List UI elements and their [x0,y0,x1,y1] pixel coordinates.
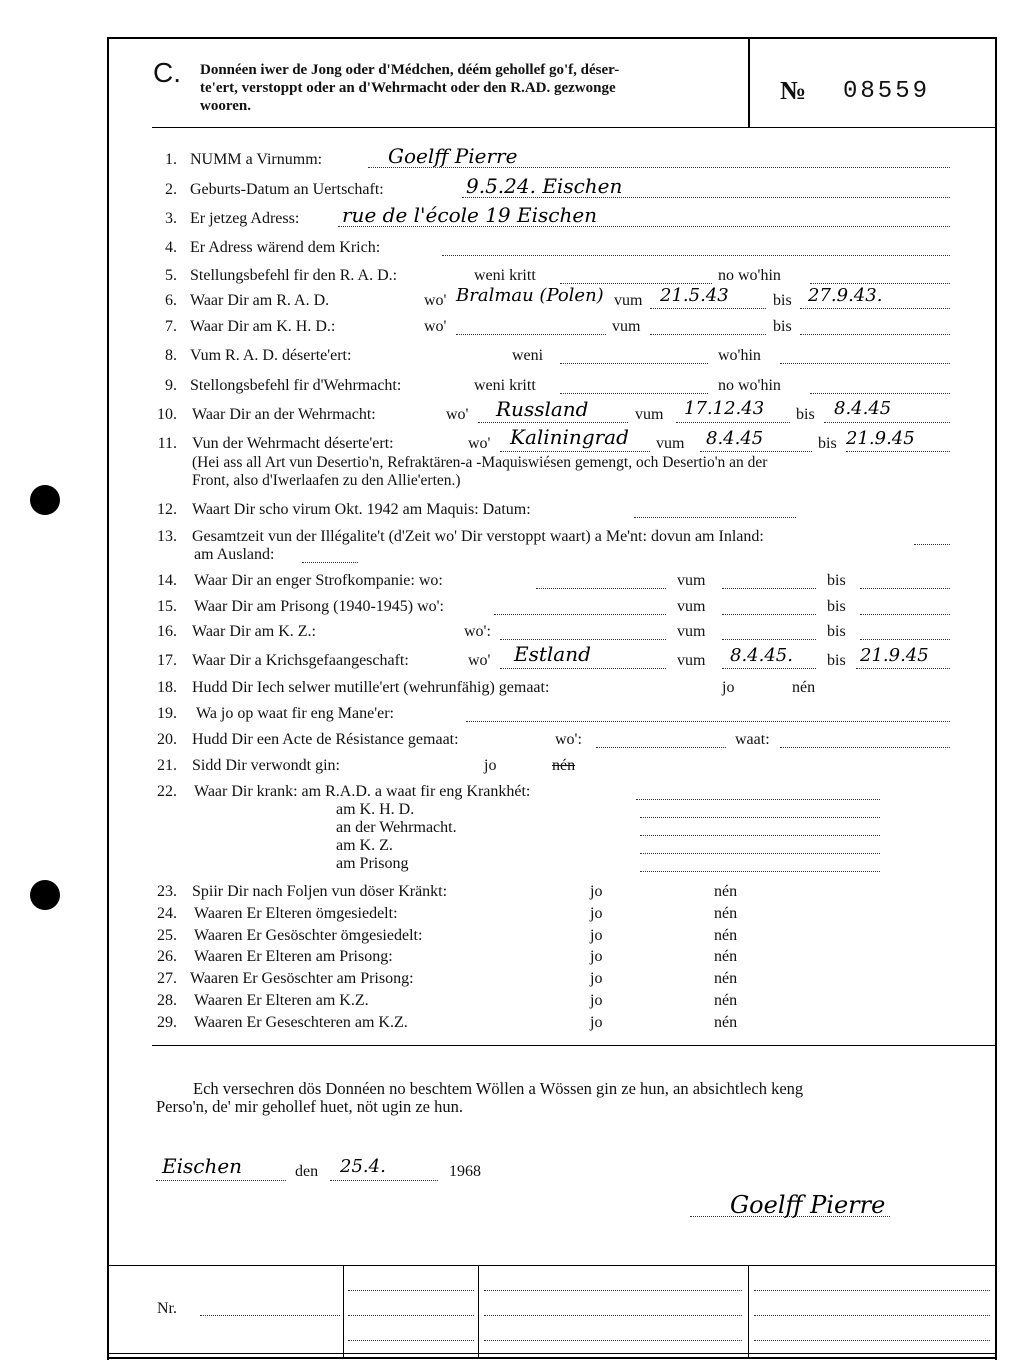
value-name: Goelff Pierre [388,144,518,168]
item-number: 17. [157,652,177,669]
item-number: 6. [165,292,177,309]
label-vum: vum [677,572,706,589]
label-where: no wo'hin [718,267,781,284]
item-number: 2. [165,181,177,198]
item-number: 23. [157,883,177,900]
value-captivity-where: Estland [514,642,591,666]
label-bis: bis [827,572,846,589]
footer-field[interactable] [348,1315,474,1316]
label-illness-khd: am K. H. D. [336,801,415,818]
footer-field[interactable] [754,1290,990,1291]
value-birth: 9.5.24. Eischen [466,174,623,198]
field-khd-from[interactable] [650,334,766,335]
frame-right [995,37,997,1360]
label-parents-resettled: Waaren Er Elteren ömgesiedelt: [194,905,398,922]
value-desertion-from: 8.4.45 [706,428,764,449]
label-nr: Nr. [157,1300,177,1317]
label-bis: bis [827,598,846,615]
field-where[interactable] [500,639,666,640]
label-siblings-kz: Waaren Er Geseschteren am K.Z. [194,1014,408,1031]
label-wehrmacht-order: Stellongsbefehl fir d'Wehrmacht: [190,377,402,394]
label-year: 1968 [449,1163,481,1180]
label-den: den [295,1163,319,1180]
label-parents-prison: Waaren Er Elteren am Prisong: [194,948,393,965]
option-no[interactable]: nén [714,927,738,944]
label-khd: Waar Dir am K. H. D.: [190,318,336,335]
field-khd-to[interactable] [800,334,950,335]
item-number: 27. [157,970,177,987]
item-number: 21. [157,757,177,774]
option-yes[interactable]: jo [590,927,603,944]
field-illness-prison[interactable] [640,871,880,872]
label-rad: Waar Dir am R. A. D. [190,292,330,309]
label-when: weni [512,347,544,364]
item-number: 14. [157,572,177,589]
option-no[interactable]: nén [714,883,738,900]
option-yes[interactable]: jo [590,992,603,1009]
label-bis: bis [773,292,792,309]
footer-field[interactable] [754,1340,990,1341]
field-illness-rad[interactable] [636,799,880,800]
label-parents-kz: Waaren Er Elteren am K.Z. [194,992,369,1009]
label-wehrmacht: Waar Dir an der Wehrmacht: [192,406,376,423]
field-what[interactable] [780,747,950,748]
item-number: 15. [157,598,177,615]
item-number: 18. [157,679,177,696]
footer-field[interactable] [484,1340,742,1341]
value-rad-to: 27.9.43. [808,285,883,306]
label-illness-wehrmacht: an der Wehrmacht. [336,819,457,836]
option-yes[interactable]: jo [484,757,497,774]
field-where[interactable] [494,614,666,615]
label-vum: vum [635,406,664,423]
section-title-3: wooren. [200,98,251,114]
value-wehrmacht-where: Russland [496,397,589,421]
label-where: wo'hin [718,347,761,364]
option-yes[interactable]: jo [590,1014,603,1031]
label-illness: Waar Dir krank: am R.A.D. a waat fir eng Krankhét: [194,783,531,800]
field-from[interactable] [722,614,816,615]
label-illness-kz: am K. Z. [336,837,393,854]
label-resistance: Hudd Dir een Acte de Résistance gemaat: [192,731,459,748]
label-siblings-resettled: Waaren Er Gesöschter ömgesiedelt: [194,927,423,944]
label-desertion: Vun der Wehrmacht déserte'ert: [192,435,394,452]
item-number: 1. [165,151,177,168]
label-bis: bis [773,318,792,335]
label-vum: vum [677,652,706,669]
value-captivity-from: 8.4.45. [730,645,793,666]
header-divider [748,37,750,127]
field-captivity-where[interactable] [500,668,666,669]
field-captivity-from[interactable] [722,668,816,669]
item-number: 8. [165,347,177,364]
label-vum: vum [677,598,706,615]
note-desertion-1: (Hei ass all Art vun Desertio'n, Refraktären-a -Maquiswiésen gemengt, och Desertio'n an der [192,454,768,471]
field-date[interactable] [330,1180,438,1181]
label-kz: Waar Dir am K. Z.: [192,623,316,640]
field-from[interactable] [722,639,816,640]
field-to[interactable] [860,639,950,640]
label-wo: wo' [446,406,469,423]
label-wounded: Sidd Dir verwondt gin: [192,757,340,774]
field-war-address[interactable] [442,255,950,256]
footer-table-top [107,1265,997,1266]
label-wo: wo' [468,652,491,669]
label-rad-order: Stellungsbefehl fir den R. A. D.: [190,267,398,284]
field-rad-from[interactable] [650,308,766,309]
field-when[interactable] [560,283,712,284]
field-to[interactable] [860,588,950,589]
option-no[interactable]: nén [714,992,738,1009]
field-where[interactable] [810,393,950,394]
footer-table-bottom [107,1353,997,1354]
document-number: 08559 [843,78,931,105]
section-rule [152,1045,997,1046]
item-number: 13. [157,528,177,545]
label-bis: bis [827,652,846,669]
signature: Goelff Pierre [730,1191,886,1219]
field-when[interactable] [560,393,708,394]
number-label: № [780,76,807,105]
label-siblings-prison: Waaren Er Gesöschter am Prisong: [190,970,414,987]
field-rad-to[interactable] [800,308,950,309]
field-maquis-date[interactable] [634,517,796,518]
item-number: 26. [157,948,177,965]
item-number: 24. [157,905,177,922]
item-number: 5. [165,267,177,284]
option-yes[interactable]: jo [590,905,603,922]
label-rad-desert: Vum R. A. D. déserte'ert: [190,347,352,364]
item-number: 25. [157,927,177,944]
section-letter: C. [153,57,181,88]
item-number: 11. [157,435,177,452]
field-where[interactable] [810,283,950,284]
label-captivity: Waar Dir a Krichsgefaangeschaft: [192,652,409,669]
field-wehrmacht-from[interactable] [676,422,790,423]
field-desertion-to[interactable] [846,451,950,452]
field-place[interactable] [156,1180,286,1181]
item-number: 3. [165,210,177,227]
label-illness-prison: am Prisong [336,855,409,872]
option-no[interactable]: nén [714,1014,738,1031]
value-desertion-to: 21.9.45 [846,428,915,449]
item-number: 12. [157,501,177,518]
field-khd-where[interactable] [456,334,606,335]
field-inland[interactable] [914,544,950,545]
footer-col-divider [478,1265,479,1357]
value-desertion-where: Kaliningrad [510,425,629,449]
section-title-2: te'ert, verstoppt oder an d'Wehrmacht oder den R.AD. gezwonge [200,80,616,96]
value-date: 25.4. [340,1156,386,1177]
footer-field[interactable] [484,1290,742,1291]
item-number: 28. [157,992,177,1009]
section-title-1: Donnéen iwer de Jong oder d'Médchen, déém gehollef go'f, déser- [200,62,620,78]
label-wo: wo' [424,318,447,335]
footer-field[interactable] [754,1315,990,1316]
option-no-struck[interactable]: nén [552,757,576,774]
field-to[interactable] [860,614,950,615]
declaration-line-2: Perso'n, de' mir gehollef huet, nöt ugin ze hun. [156,1097,464,1116]
option-no[interactable]: nén [714,948,738,965]
option-yes[interactable]: jo [590,883,603,900]
item-number: 22. [157,783,177,800]
field-where[interactable] [780,363,950,364]
option-no[interactable]: nén [714,905,738,922]
value-rad-from: 21.5.43 [660,285,729,306]
field-manner[interactable] [466,721,950,722]
field-illness-kz[interactable] [640,853,880,854]
label-address: Er jetzeg Adress: [190,210,300,227]
note-desertion-2: Front, also d'Iwerlaafen zu den Allie'erten.) [192,472,461,489]
value-rad-where: Bralmau (Polen) [456,285,604,306]
label-war-address: Er Adress wärend dem Krich: [190,239,381,256]
field-from[interactable] [722,588,816,589]
declaration-line-1: Ech versechren dös Donnéen no beschtem Wöllen a Wössen gin ze hun, an absichtlech keng [193,1079,804,1098]
field-abroad[interactable] [302,562,358,563]
label-name: NUMM a Virnumm: [190,151,323,168]
footer-col-divider [748,1265,749,1357]
label-wo: wo': [555,731,582,748]
item-number: 16. [157,623,177,640]
label-birth: Geburts-Datum an Uertschaft: [190,181,384,198]
label-where: no wo'hin [718,377,781,394]
label-punishment-company: Waar Dir an enger Strofkompanie: wo: [194,572,443,589]
field-when[interactable] [560,363,708,364]
label-wo: wo' [468,435,491,452]
field-desertion-where[interactable] [500,451,650,452]
frame-top [107,37,997,39]
value-captivity-to: 21.9.45 [860,645,929,666]
label-bis: bis [827,623,846,640]
value-address: rue de l'école 19 Eischen [342,203,598,227]
footer-field[interactable] [348,1340,474,1341]
frame-bottom [107,1357,997,1359]
punch-hole [30,485,60,515]
label-wo: wo': [464,623,491,640]
field-nr[interactable] [200,1315,340,1316]
label-when: weni kritt [474,267,536,284]
option-yes[interactable]: jo [590,948,603,965]
footer-field[interactable] [348,1290,474,1291]
field-illness-khd[interactable] [640,817,880,818]
item-number: 20. [157,731,177,748]
item-number: 19. [157,705,177,722]
footer-col-divider [343,1265,344,1357]
label-vum: vum [656,435,685,452]
item-number: 10. [157,406,177,423]
field-wehrmacht-to[interactable] [824,422,950,423]
option-no[interactable]: nén [792,679,816,696]
frame-left [107,37,109,1360]
label-abroad: am Ausland: [194,546,275,563]
label-vum: vum [677,623,706,640]
label-bis: bis [796,406,815,423]
field-desertion-from[interactable] [700,451,812,452]
label-manner: Wa jo op waat fir eng Mane'er: [196,705,394,722]
field-illness-wehrmacht[interactable] [640,835,880,836]
option-yes[interactable]: jo [722,679,735,696]
field-where[interactable] [536,588,666,589]
label-vum: vum [612,318,641,335]
label-vum: vum [614,292,643,309]
label-mutilation: Hudd Dir Iech selwer mutille'ert (wehrunfähig) gemaat: [192,679,550,696]
label-what: waat: [735,731,770,748]
label-wo: wo' [424,292,447,309]
item-number: 7. [165,318,177,335]
label-aftereffects: Spiir Dir nach Foljen vun döser Kränkt: [192,883,448,900]
item-number: 4. [165,239,177,256]
field-where[interactable] [596,747,726,748]
field-wehrmacht-where[interactable] [478,422,628,423]
label-when: weni kritt [474,377,536,394]
label-bis: bis [818,435,837,452]
field-captivity-to[interactable] [856,668,950,669]
footer-field[interactable] [484,1315,742,1316]
item-number: 9. [165,377,177,394]
option-yes[interactable]: jo [590,970,603,987]
value-place: Eischen [162,1154,243,1178]
item-number: 29. [157,1014,177,1031]
label-illegality: Gesamtzeit vun der Illégalite't (d'Zeit wo' Dir verstoppt waart) a Me'nt: dovun am Inland: [192,528,764,545]
value-wehrmacht-from: 17.12.43 [684,398,765,419]
header-rule [152,127,997,128]
label-prison: Waar Dir am Prisong (1940-1945) wo': [194,598,444,615]
option-no[interactable]: nén [714,970,738,987]
value-wehrmacht-to: 8.4.45 [834,398,892,419]
punch-hole [30,880,60,910]
label-maquis: Waart Dir scho virum Okt. 1942 am Maquis: Datum: [192,501,531,518]
